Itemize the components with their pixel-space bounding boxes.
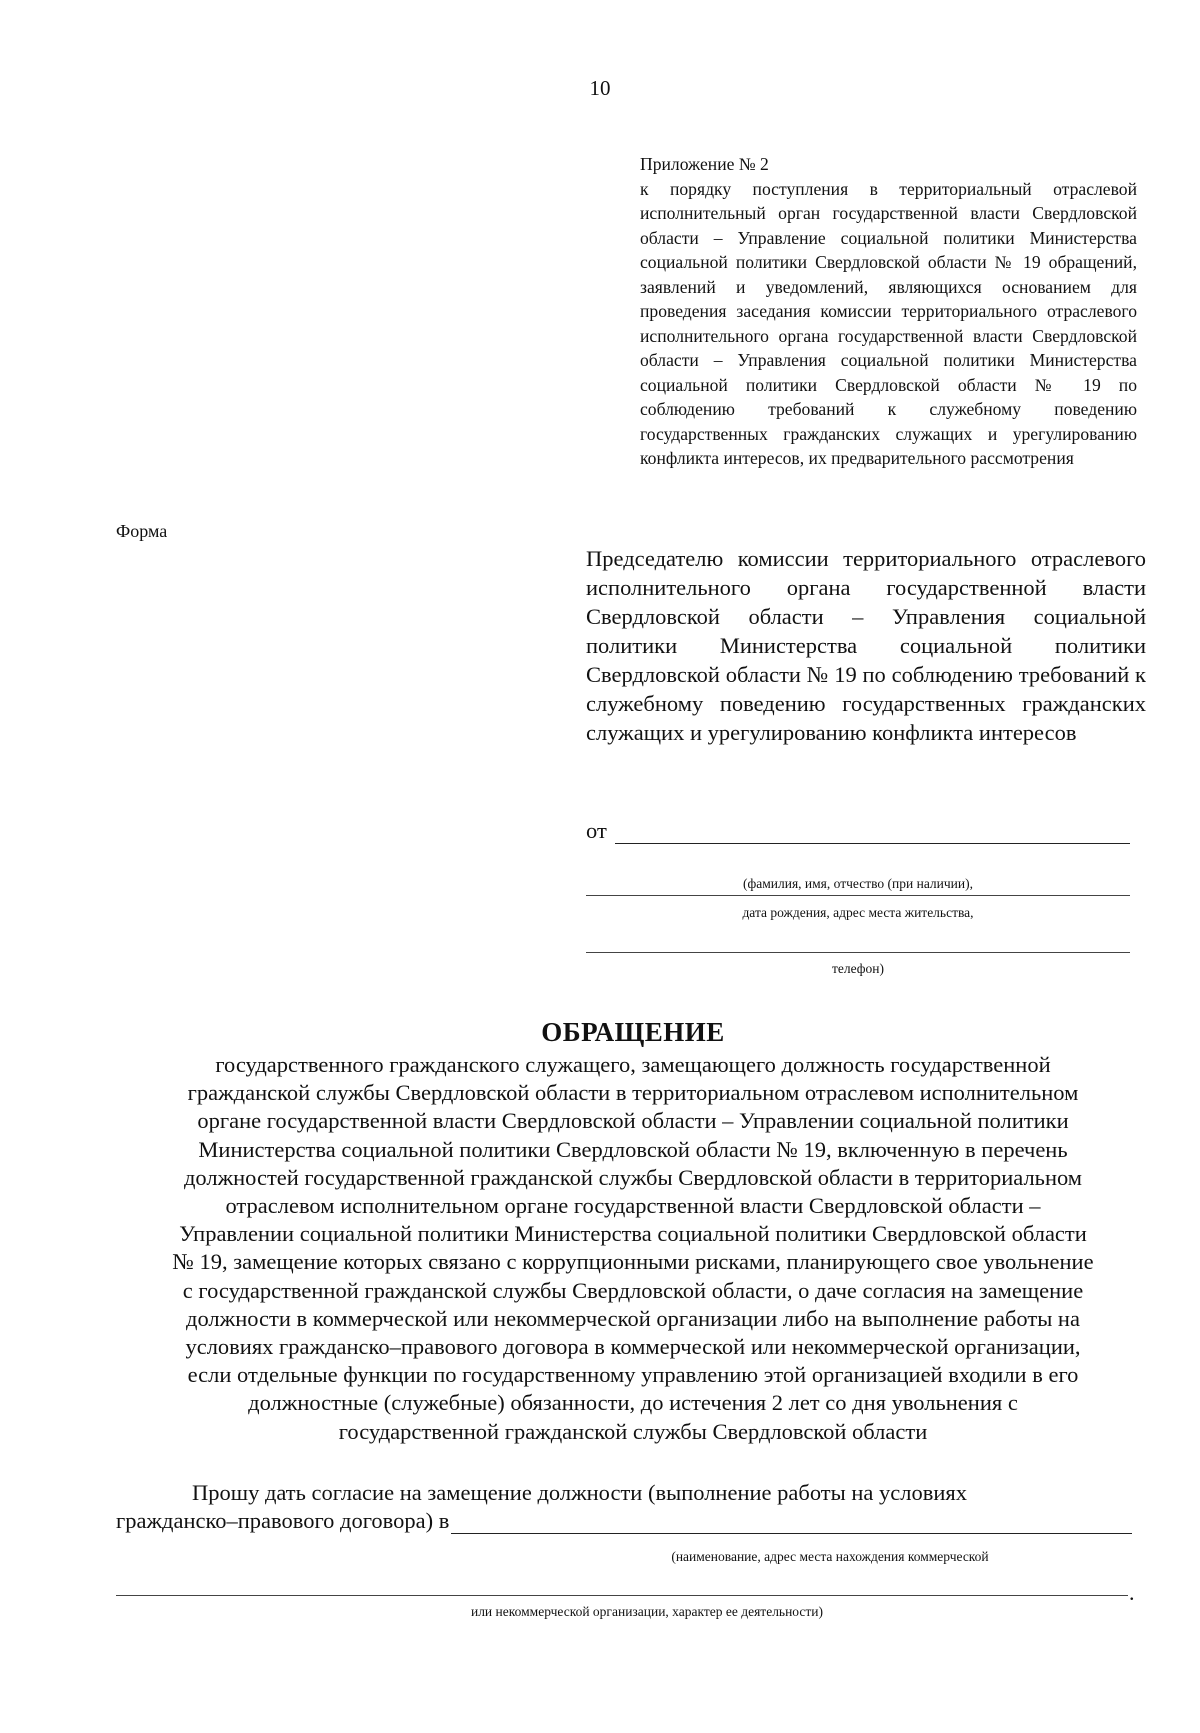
subject-line: органе государственной власти Свердловской области – Управлении социальной политики <box>197 1108 1069 1134</box>
appendix-text: к порядку поступления в территориальный отраслевой исполнительный орган государственной власти Свердловской области – Управление социальной политики Министерства социальной политики Свердловской области № 19 обращений, заявлений и уведомлений, являющихся основанием для проведения заседания комиссии территориального отраслевого исполнительного органа государственной власти Свердловской области – Управления социальной политики Министерства социальной политики Свердловской области № 19 по соблюдению требований к служебному поведению государственных гражданских служащих и урегулированию конфликта интересов, их предварительного рассмотрения <box>640 178 1137 468</box>
request-line2[interactable] <box>116 1508 1150 1534</box>
organization-hint: (наименование, адрес места нахождения коммерческой <box>671 1549 989 1564</box>
from-name-blank[interactable] <box>615 823 1130 844</box>
subject-block <box>116 1051 1150 1446</box>
form-label: Форма <box>116 521 168 541</box>
subject-line: государственной гражданской службы Свердловской области <box>338 1418 928 1444</box>
from-birth-blank[interactable] <box>586 893 1130 896</box>
organization-blank-2[interactable] <box>116 1593 1128 1596</box>
subject-line: если отдельные функции по государственному управлению этой организацией входили в его <box>187 1362 1079 1388</box>
request-text-2: гражданско–правового договора) в <box>116 1508 450 1533</box>
subject-line: с государственной гражданской службы Свердловской области, о даче согласия на замещение <box>182 1277 1084 1303</box>
organization-blank[interactable] <box>451 1513 1132 1534</box>
subject-line: условиях гражданско–правового договора в коммерческой или некоммерческой организации, <box>185 1334 1081 1360</box>
appendix-block <box>640 152 1137 471</box>
subject-line: гражданской службы Свердловской области в территориальном отраслевом исполнительном <box>187 1080 1079 1106</box>
request-line1 <box>116 1479 1150 1508</box>
from-phone-blank[interactable] <box>586 950 1130 953</box>
subject-line: должностные (служебные) обязанности, до истечения 2 лет со дня увольнения с <box>248 1390 1018 1416</box>
page-number: 10 <box>589 76 611 100</box>
subject-line: Управлении социальной политики Министерства социальной политики Свердловской области <box>179 1221 1087 1247</box>
subject-line: должностей государственной гражданской службы Свердловской области в территориальном <box>183 1164 1083 1190</box>
from-hint-birth: дата рождения, адрес места жительства, <box>742 905 974 920</box>
subject-line: государственного гражданского служащего, замещающего должность государственной <box>215 1052 1051 1077</box>
organization-hint-2: или некоммерческой организации, характер ее деятельности) <box>470 1604 824 1619</box>
addressee-block: Председателю комиссии территориального отраслевого исполнительного органа государственной власти Свердловской области – Управления социальной политики Министерства социальной политики Свердловской области № 19 по соблюдению требований к служебному поведению государственных гражданских служащих и урегулированию конфликта интересов <box>586 546 1146 745</box>
document-heading: ОБРАЩЕНИЕ <box>541 1017 725 1047</box>
end-mark: . <box>1129 1580 1135 1605</box>
subject-line: Министерства социальной политики Свердловской области № 19, включенную в перечень <box>198 1136 1068 1162</box>
request-text-1: Прошу дать согласие на замещение должности (выполнение работы на условиях <box>192 1480 967 1505</box>
appendix-title: Приложение № 2 <box>640 154 769 174</box>
subject-line: должности в коммерческой или некоммерческой организации либо на выполнение работы на <box>186 1305 1080 1331</box>
from-field[interactable] <box>586 818 1130 844</box>
from-label: от <box>586 818 607 843</box>
from-hint-name: (фамилия, имя, отчество (при наличии), <box>742 876 973 891</box>
subject-line: № 19, замещение которых связано с коррупционными рисками, планирующего свое увольнение <box>172 1249 1094 1275</box>
subject-line: отраслевом исполнительном органе государственной власти Свердловской области – <box>225 1193 1041 1219</box>
from-hint-phone: телефон) <box>831 961 884 976</box>
